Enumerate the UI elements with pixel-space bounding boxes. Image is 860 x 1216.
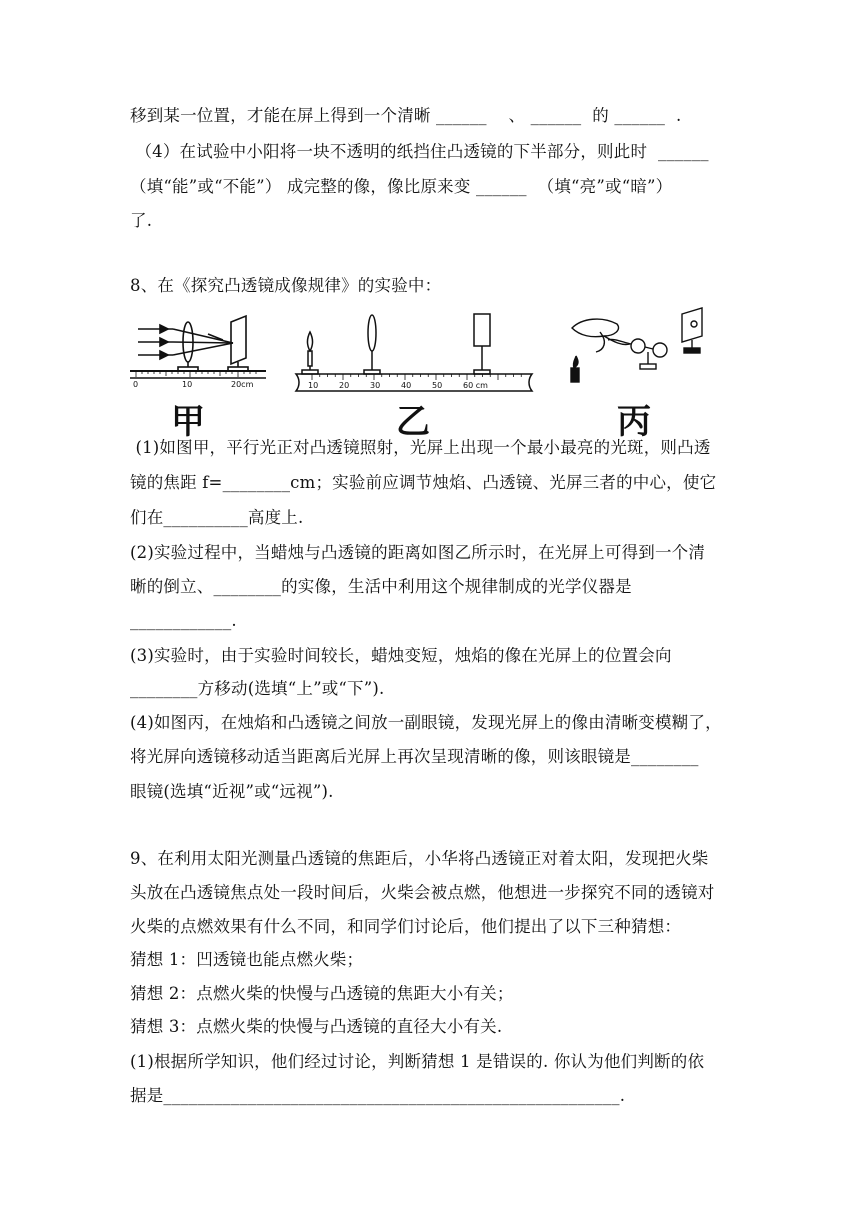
text-line: ____________. — [130, 611, 237, 630]
figure-caption: 甲 — [171, 402, 205, 442]
text-line: （填“能”或“不能”） 成完整的像，像比原来变 ______ （填“亮”或“暗”） — [130, 177, 673, 196]
tick-label: 30 — [370, 381, 381, 390]
text-line: 将光屏向透镜移动适当距离后光屏上再次呈现清晰的像，则该眼镜是________ — [130, 747, 699, 766]
text-line: (1)根据所学知识，他们经过讨论，判断猜想 1 是错误的. 你认为他们判断的依 — [130, 1052, 705, 1071]
tick-label: 10 — [182, 380, 193, 389]
figure-yi — [288, 308, 538, 392]
text-line: 晰的倒立、________的实像，生活中利用这个规律制成的光学仪器是 — [130, 577, 632, 596]
tick-label: 40 — [401, 381, 412, 390]
tick-label: 20cm — [231, 380, 254, 389]
text-line: 头放在凸透镜焦点处一段时间后，火柴会被点燃，他想进一步探究不同的透镜对 — [130, 883, 715, 902]
text-line: 移到某一位置，才能在屏上得到一个清晰 ______ 、 ______ 的 ______ . — [130, 106, 682, 125]
question-9-title: 9、在利用太阳光测量凸透镜的焦距后，小华将凸透镜正对着太阳，发现把火柴 — [130, 849, 709, 868]
text-line: 猜想 1：凹透镜也能点燃火柴； — [130, 950, 364, 969]
text-line: (2)实验过程中，当蜡烛与凸透镜的距离如图乙所示时，在光屏上可得到一个清 — [130, 543, 706, 562]
text-line: 火柴的点燃效果有什么不同，和同学们讨论后，他们提出了以下三种猜想： — [130, 917, 682, 936]
figure-caption: 丙 — [617, 402, 651, 442]
tick-label: 50 — [432, 381, 443, 390]
figure-jia — [128, 312, 268, 392]
text-line: (1)如图甲，平行光正对凸透镜照射，光屏上出现一个最小最亮的光斑，则凸透 — [130, 438, 711, 457]
tick-label: 10 — [308, 381, 319, 390]
text-line: 猜想 3：点燃火柴的快慢与凸透镜的直径大小有关. — [130, 1017, 503, 1036]
figure-bing — [562, 306, 732, 392]
text-line: 眼镜(选填“近视”或“远视”). — [130, 782, 334, 801]
tick-label: 0 — [133, 380, 139, 389]
text-line: (4)如图丙，在烛焰和凸透镜之间放一副眼镜，发现光屏上的像由清晰变模糊了， — [130, 713, 722, 732]
text-line: （4）在试验中小阳将一块不透明的纸挡住凸透镜的下半部分，则此时 ______ — [130, 142, 709, 161]
figure-caption: 乙 — [396, 402, 430, 442]
text-line: 了. — [130, 211, 153, 230]
text-line: 镜的焦距 f=________cm；实验前应调节烛焰、凸透镜、光屏三者的中心，使它 — [130, 473, 717, 492]
text-line: 猜想 2：点燃火柴的快慢与凸透镜的焦距大小有关； — [130, 984, 514, 1003]
text-line: 据是______________________________________________________. — [130, 1086, 626, 1105]
question-8-title: 8、在《探究凸透镜成像规律》的实验中： — [130, 276, 442, 295]
text-line: 们在__________高度上. — [130, 508, 304, 527]
text-line: ________方移动(选填“上”或“下”). — [130, 679, 385, 698]
tick-label: 20 — [339, 381, 350, 390]
text-line: (3)实验时，由于实验时间较长，蜡烛变短，烛焰的像在光屏上的位置会向 — [130, 646, 672, 665]
tick-label: 60 cm — [463, 381, 488, 390]
